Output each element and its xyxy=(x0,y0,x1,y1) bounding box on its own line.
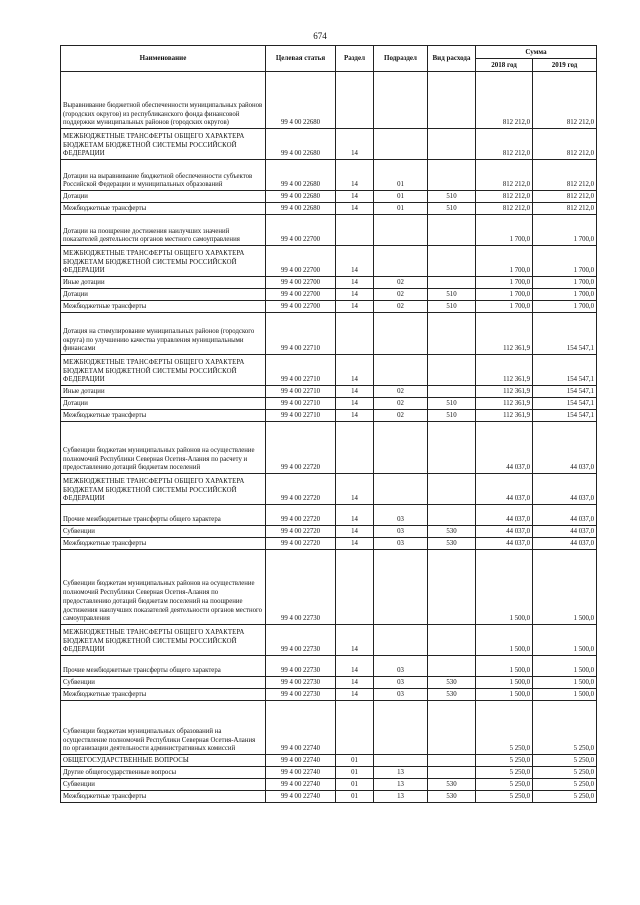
header-target: Целевая статья xyxy=(266,46,336,72)
row-target: 99 4 00 22680 xyxy=(266,203,336,215)
row-sum-2019: 1 700,0 xyxy=(533,289,597,301)
row-subsection: 03 xyxy=(374,656,428,677)
row-expense-type xyxy=(428,422,476,474)
budget-table xyxy=(60,45,597,803)
row-sum-2019: 1 500,0 xyxy=(533,656,597,677)
row-target: 99 4 00 22740 xyxy=(266,755,336,767)
row-expense-type xyxy=(428,474,476,505)
row-sum-2019: 44 037,0 xyxy=(533,474,597,505)
row-sum-2019: 5 250,0 xyxy=(533,701,597,755)
row-subsection: 03 xyxy=(374,677,428,689)
row-sum-2019: 154 547,1 xyxy=(533,355,597,386)
header-section: Раздел xyxy=(336,46,374,72)
row-expense-type: 510 xyxy=(428,191,476,203)
row-expense-type: 510 xyxy=(428,203,476,215)
row-section: 14 xyxy=(336,677,374,689)
row-section: 14 xyxy=(336,398,374,410)
row-subsection xyxy=(374,355,428,386)
row-expense-type xyxy=(428,767,476,779)
table-header xyxy=(61,46,597,72)
row-name: МЕЖБЮДЖЕТНЫЕ ТРАНСФЕРТЫ ОБЩЕГО ХАРАКТЕРА БЮДЖЕТАМ БЮДЖЕТНОЙ СИСТЕМЫ РОССИЙСКОЙ ФЕДЕРАЦИИ xyxy=(61,355,266,386)
row-section: 01 xyxy=(336,767,374,779)
row-name: Прочие межбюджетные трансферты общего характера xyxy=(61,505,266,526)
table-row xyxy=(61,625,597,656)
table-row xyxy=(61,277,597,289)
row-target: 99 4 00 22680 xyxy=(266,160,336,191)
row-name: ОБЩЕГОСУДАРСТВЕННЫЕ ВОПРОСЫ xyxy=(61,755,266,767)
row-section: 14 xyxy=(336,538,374,550)
row-target: 99 4 00 22730 xyxy=(266,677,336,689)
row-section xyxy=(336,215,374,246)
row-sum-2019: 154 547,1 xyxy=(533,398,597,410)
row-sum-2018: 112 361,9 xyxy=(476,313,533,355)
table-row xyxy=(61,410,597,422)
row-name: Межбюджетные трансферты xyxy=(61,203,266,215)
table-row xyxy=(61,422,597,474)
row-sum-2019: 154 547,1 xyxy=(533,410,597,422)
row-expense-type: 510 xyxy=(428,289,476,301)
row-target: 99 4 00 22680 xyxy=(266,129,336,160)
row-sum-2018: 5 250,0 xyxy=(476,767,533,779)
row-subsection xyxy=(374,550,428,625)
row-sum-2018: 1 500,0 xyxy=(476,677,533,689)
row-sum-2018: 812 212,0 xyxy=(476,203,533,215)
row-subsection: 13 xyxy=(374,779,428,791)
row-target: 99 4 00 22730 xyxy=(266,550,336,625)
row-sum-2018: 112 361,9 xyxy=(476,386,533,398)
header-expense-type: Вид расхода xyxy=(428,46,476,72)
row-subsection: 02 xyxy=(374,398,428,410)
table-row xyxy=(61,386,597,398)
row-sum-2019: 44 037,0 xyxy=(533,505,597,526)
row-subsection: 01 xyxy=(374,191,428,203)
row-name: Иные дотации xyxy=(61,386,266,398)
row-target: 99 4 00 22720 xyxy=(266,538,336,550)
row-section: 14 xyxy=(336,505,374,526)
row-subsection: 13 xyxy=(374,791,428,803)
row-subsection xyxy=(374,72,428,129)
row-target: 99 4 00 22730 xyxy=(266,656,336,677)
row-sum-2019: 1 700,0 xyxy=(533,301,597,313)
table-row xyxy=(61,550,597,625)
row-target: 99 4 00 22700 xyxy=(266,289,336,301)
row-sum-2018: 1 700,0 xyxy=(476,289,533,301)
row-target: 99 4 00 22730 xyxy=(266,625,336,656)
row-target: 99 4 00 22740 xyxy=(266,767,336,779)
row-sum-2018: 1 500,0 xyxy=(476,689,533,701)
table-row xyxy=(61,538,597,550)
row-name: Субвенции бюджетам муниципальных образований на осуществление полномочий Республики Северная Осетия-Алания по организации деятельности административных комиссий xyxy=(61,701,266,755)
row-name: Дотация на стимулирование муниципальных районов (городского округа) по улучшению качества управления муниципальными финансами xyxy=(61,313,266,355)
row-sum-2018: 1 700,0 xyxy=(476,246,533,277)
row-expense-type xyxy=(428,246,476,277)
row-expense-type: 530 xyxy=(428,791,476,803)
row-subsection xyxy=(374,215,428,246)
table-row xyxy=(61,474,597,505)
row-sum-2019: 1 500,0 xyxy=(533,689,597,701)
row-name: Дотации на поощрение достижения наилучших значений показателей деятельности органов местного самоуправления xyxy=(61,215,266,246)
row-sum-2019: 44 037,0 xyxy=(533,538,597,550)
row-subsection xyxy=(374,313,428,355)
row-sum-2019: 1 500,0 xyxy=(533,677,597,689)
row-subsection: 02 xyxy=(374,410,428,422)
row-sum-2019: 5 250,0 xyxy=(533,791,597,803)
row-target: 99 4 00 22700 xyxy=(266,301,336,313)
row-sum-2018: 812 212,0 xyxy=(476,160,533,191)
row-sum-2018: 112 361,9 xyxy=(476,410,533,422)
row-section: 14 xyxy=(336,191,374,203)
row-subsection: 01 xyxy=(374,160,428,191)
row-section: 14 xyxy=(336,656,374,677)
row-name: Другие общегосударственные вопросы xyxy=(61,767,266,779)
row-name: МЕЖБЮДЖЕТНЫЕ ТРАНСФЕРТЫ ОБЩЕГО ХАРАКТЕРА БЮДЖЕТАМ БЮДЖЕТНОЙ СИСТЕМЫ РОССИЙСКОЙ ФЕДЕРАЦИИ xyxy=(61,474,266,505)
table-row xyxy=(61,755,597,767)
row-section: 14 xyxy=(336,410,374,422)
row-name: Выравнивание бюджетной обеспеченности муниципальных районов (городских округов) из республиканского фонда финансовой поддержки муниципальных районов (городских округов) xyxy=(61,72,266,129)
row-sum-2019: 44 037,0 xyxy=(533,526,597,538)
row-name: Субвенции xyxy=(61,779,266,791)
row-expense-type: 510 xyxy=(428,410,476,422)
row-sum-2018: 5 250,0 xyxy=(476,791,533,803)
row-expense-type xyxy=(428,550,476,625)
row-section: 01 xyxy=(336,779,374,791)
row-name: Прочие межбюджетные трансферты общего характера xyxy=(61,656,266,677)
row-section: 14 xyxy=(336,386,374,398)
row-subsection: 03 xyxy=(374,505,428,526)
row-target: 99 4 00 22700 xyxy=(266,277,336,289)
row-name: Межбюджетные трансферты xyxy=(61,791,266,803)
row-name: Межбюджетные трансферты xyxy=(61,301,266,313)
row-subsection: 03 xyxy=(374,689,428,701)
row-sum-2018: 44 037,0 xyxy=(476,505,533,526)
row-subsection: 03 xyxy=(374,538,428,550)
row-subsection xyxy=(374,701,428,755)
row-target: 99 4 00 22710 xyxy=(266,386,336,398)
row-section: 14 xyxy=(336,526,374,538)
row-expense-type: 530 xyxy=(428,779,476,791)
row-sum-2019: 1 700,0 xyxy=(533,215,597,246)
row-expense-type xyxy=(428,129,476,160)
row-sum-2019: 44 037,0 xyxy=(533,422,597,474)
row-expense-type xyxy=(428,386,476,398)
row-target: 99 4 00 22730 xyxy=(266,689,336,701)
row-section: 14 xyxy=(336,474,374,505)
row-name: Дотации xyxy=(61,191,266,203)
row-expense-type xyxy=(428,656,476,677)
row-sum-2019: 154 547,1 xyxy=(533,313,597,355)
table-row xyxy=(61,526,597,538)
row-target: 99 4 00 22710 xyxy=(266,313,336,355)
row-subsection xyxy=(374,422,428,474)
row-name: Дотации xyxy=(61,289,266,301)
row-expense-type: 530 xyxy=(428,526,476,538)
row-target: 99 4 00 22720 xyxy=(266,505,336,526)
row-subsection xyxy=(374,474,428,505)
row-sum-2019: 1 700,0 xyxy=(533,277,597,289)
table-row xyxy=(61,767,597,779)
header-sum: Сумма xyxy=(476,46,597,59)
table-row xyxy=(61,398,597,410)
table-row xyxy=(61,313,597,355)
row-sum-2019: 812 212,0 xyxy=(533,160,597,191)
row-name: Межбюджетные трансферты xyxy=(61,410,266,422)
row-section xyxy=(336,422,374,474)
row-expense-type xyxy=(428,277,476,289)
row-target: 99 4 00 22710 xyxy=(266,410,336,422)
row-expense-type: 530 xyxy=(428,689,476,701)
row-expense-type: 530 xyxy=(428,538,476,550)
row-name: МЕЖБЮДЖЕТНЫЕ ТРАНСФЕРТЫ ОБЩЕГО ХАРАКТЕРА БЮДЖЕТАМ БЮДЖЕТНОЙ СИСТЕМЫ РОССИЙСКОЙ ФЕДЕРАЦИИ xyxy=(61,246,266,277)
row-sum-2018: 1 500,0 xyxy=(476,656,533,677)
row-name: Субвенции бюджетам муниципальных районов на осуществление полномочий Республики Северная Осетия-Алания по расчету и предоставлению дотаций бюджетам поселений xyxy=(61,422,266,474)
row-target: 99 4 00 22740 xyxy=(266,701,336,755)
row-sum-2019: 812 212,0 xyxy=(533,72,597,129)
row-section: 14 xyxy=(336,129,374,160)
row-expense-type xyxy=(428,755,476,767)
row-target: 99 4 00 22740 xyxy=(266,791,336,803)
row-target: 99 4 00 22700 xyxy=(266,215,336,246)
row-name: МЕЖБЮДЖЕТНЫЕ ТРАНСФЕРТЫ ОБЩЕГО ХАРАКТЕРА БЮДЖЕТАМ БЮДЖЕТНОЙ СИСТЕМЫ РОССИЙСКОЙ ФЕДЕРАЦИИ xyxy=(61,625,266,656)
row-section xyxy=(336,550,374,625)
row-sum-2019: 1 500,0 xyxy=(533,625,597,656)
row-section: 14 xyxy=(336,301,374,313)
table-row xyxy=(61,160,597,191)
table-row xyxy=(61,191,597,203)
row-subsection: 02 xyxy=(374,386,428,398)
table-row xyxy=(61,203,597,215)
row-section xyxy=(336,313,374,355)
row-name: Межбюджетные трансферты xyxy=(61,689,266,701)
row-subsection: 13 xyxy=(374,767,428,779)
row-sum-2018: 112 361,9 xyxy=(476,355,533,386)
row-sum-2019: 5 250,0 xyxy=(533,755,597,767)
row-sum-2018: 112 361,9 xyxy=(476,398,533,410)
header-year-2019: 2019 год xyxy=(533,59,597,72)
row-subsection xyxy=(374,129,428,160)
table-row xyxy=(61,505,597,526)
row-section: 14 xyxy=(336,355,374,386)
header-subsection: Подраздел xyxy=(374,46,428,72)
row-sum-2019: 1 700,0 xyxy=(533,246,597,277)
row-sum-2019: 5 250,0 xyxy=(533,779,597,791)
row-section: 01 xyxy=(336,755,374,767)
row-subsection xyxy=(374,625,428,656)
row-expense-type: 510 xyxy=(428,301,476,313)
table-row xyxy=(61,129,597,160)
row-sum-2018: 5 250,0 xyxy=(476,779,533,791)
row-expense-type xyxy=(428,160,476,191)
row-section xyxy=(336,72,374,129)
table-row xyxy=(61,689,597,701)
table-row xyxy=(61,301,597,313)
table-row xyxy=(61,289,597,301)
row-sum-2018: 812 212,0 xyxy=(476,72,533,129)
row-section: 14 xyxy=(336,625,374,656)
row-name: Субвенции xyxy=(61,677,266,689)
page-number: 674 xyxy=(313,31,327,41)
row-expense-type xyxy=(428,355,476,386)
row-sum-2019: 5 250,0 xyxy=(533,767,597,779)
row-sum-2018: 5 250,0 xyxy=(476,701,533,755)
row-target: 99 4 00 22740 xyxy=(266,779,336,791)
row-sum-2018: 1 700,0 xyxy=(476,277,533,289)
row-sum-2019: 812 212,0 xyxy=(533,191,597,203)
table-row xyxy=(61,656,597,677)
row-section: 14 xyxy=(336,277,374,289)
row-expense-type: 510 xyxy=(428,398,476,410)
row-subsection: 02 xyxy=(374,301,428,313)
row-target: 99 4 00 22680 xyxy=(266,72,336,129)
row-expense-type xyxy=(428,701,476,755)
row-name: МЕЖБЮДЖЕТНЫЕ ТРАНСФЕРТЫ ОБЩЕГО ХАРАКТЕРА БЮДЖЕТАМ БЮДЖЕТНОЙ СИСТЕМЫ РОССИЙСКОЙ ФЕДЕРАЦИИ xyxy=(61,129,266,160)
row-name: Субвенции бюджетам муниципальных районов на осуществление полномочий Республики Северная Осетия-Алания по предоставлению дотаций бюджетам поселений на поощрение достижения наилучших показателей деятельности органов местного самоуправления xyxy=(61,550,266,625)
table-body xyxy=(61,72,597,803)
row-section: 14 xyxy=(336,160,374,191)
row-sum-2019: 812 212,0 xyxy=(533,129,597,160)
row-target: 99 4 00 22700 xyxy=(266,246,336,277)
row-expense-type xyxy=(428,625,476,656)
row-sum-2019: 812 212,0 xyxy=(533,203,597,215)
row-expense-type xyxy=(428,72,476,129)
row-name: Дотации xyxy=(61,398,266,410)
row-expense-type xyxy=(428,505,476,526)
row-target: 99 4 00 22710 xyxy=(266,398,336,410)
row-sum-2018: 44 037,0 xyxy=(476,474,533,505)
header-name: Наименование xyxy=(61,46,266,72)
row-sum-2018: 44 037,0 xyxy=(476,526,533,538)
table-row xyxy=(61,791,597,803)
table-row xyxy=(61,677,597,689)
row-target: 99 4 00 22680 xyxy=(266,191,336,203)
row-subsection xyxy=(374,246,428,277)
row-expense-type xyxy=(428,313,476,355)
row-sum-2018: 1 500,0 xyxy=(476,550,533,625)
row-section: 14 xyxy=(336,289,374,301)
row-section xyxy=(336,701,374,755)
row-section: 14 xyxy=(336,689,374,701)
row-section: 14 xyxy=(336,203,374,215)
table-row xyxy=(61,779,597,791)
row-sum-2018: 1 700,0 xyxy=(476,301,533,313)
table-row xyxy=(61,355,597,386)
row-sum-2018: 44 037,0 xyxy=(476,422,533,474)
table-row xyxy=(61,72,597,129)
row-sum-2018: 44 037,0 xyxy=(476,538,533,550)
row-subsection xyxy=(374,755,428,767)
row-name: Субвенции xyxy=(61,526,266,538)
row-target: 99 4 00 22710 xyxy=(266,355,336,386)
row-target: 99 4 00 22720 xyxy=(266,474,336,505)
row-target: 99 4 00 22720 xyxy=(266,422,336,474)
row-target: 99 4 00 22720 xyxy=(266,526,336,538)
row-sum-2018: 1 700,0 xyxy=(476,215,533,246)
row-expense-type: 530 xyxy=(428,677,476,689)
row-subsection: 01 xyxy=(374,203,428,215)
row-subsection: 02 xyxy=(374,277,428,289)
row-name: Иные дотации xyxy=(61,277,266,289)
header-year-2018: 2018 год xyxy=(476,59,533,72)
row-sum-2019: 154 547,1 xyxy=(533,386,597,398)
table-row xyxy=(61,215,597,246)
table-row xyxy=(61,246,597,277)
row-subsection: 02 xyxy=(374,289,428,301)
row-name: Межбюджетные трансферты xyxy=(61,538,266,550)
row-section: 14 xyxy=(336,246,374,277)
row-name: Дотации на выравнивание бюджетной обеспеченности субъектов Российской Федерации и муниципальных образований xyxy=(61,160,266,191)
row-expense-type xyxy=(428,215,476,246)
row-sum-2019: 1 500,0 xyxy=(533,550,597,625)
row-sum-2018: 1 500,0 xyxy=(476,625,533,656)
row-sum-2018: 5 250,0 xyxy=(476,755,533,767)
table-row xyxy=(61,701,597,755)
row-sum-2018: 812 212,0 xyxy=(476,191,533,203)
row-section: 01 xyxy=(336,791,374,803)
row-subsection: 03 xyxy=(374,526,428,538)
row-sum-2018: 812 212,0 xyxy=(476,129,533,160)
